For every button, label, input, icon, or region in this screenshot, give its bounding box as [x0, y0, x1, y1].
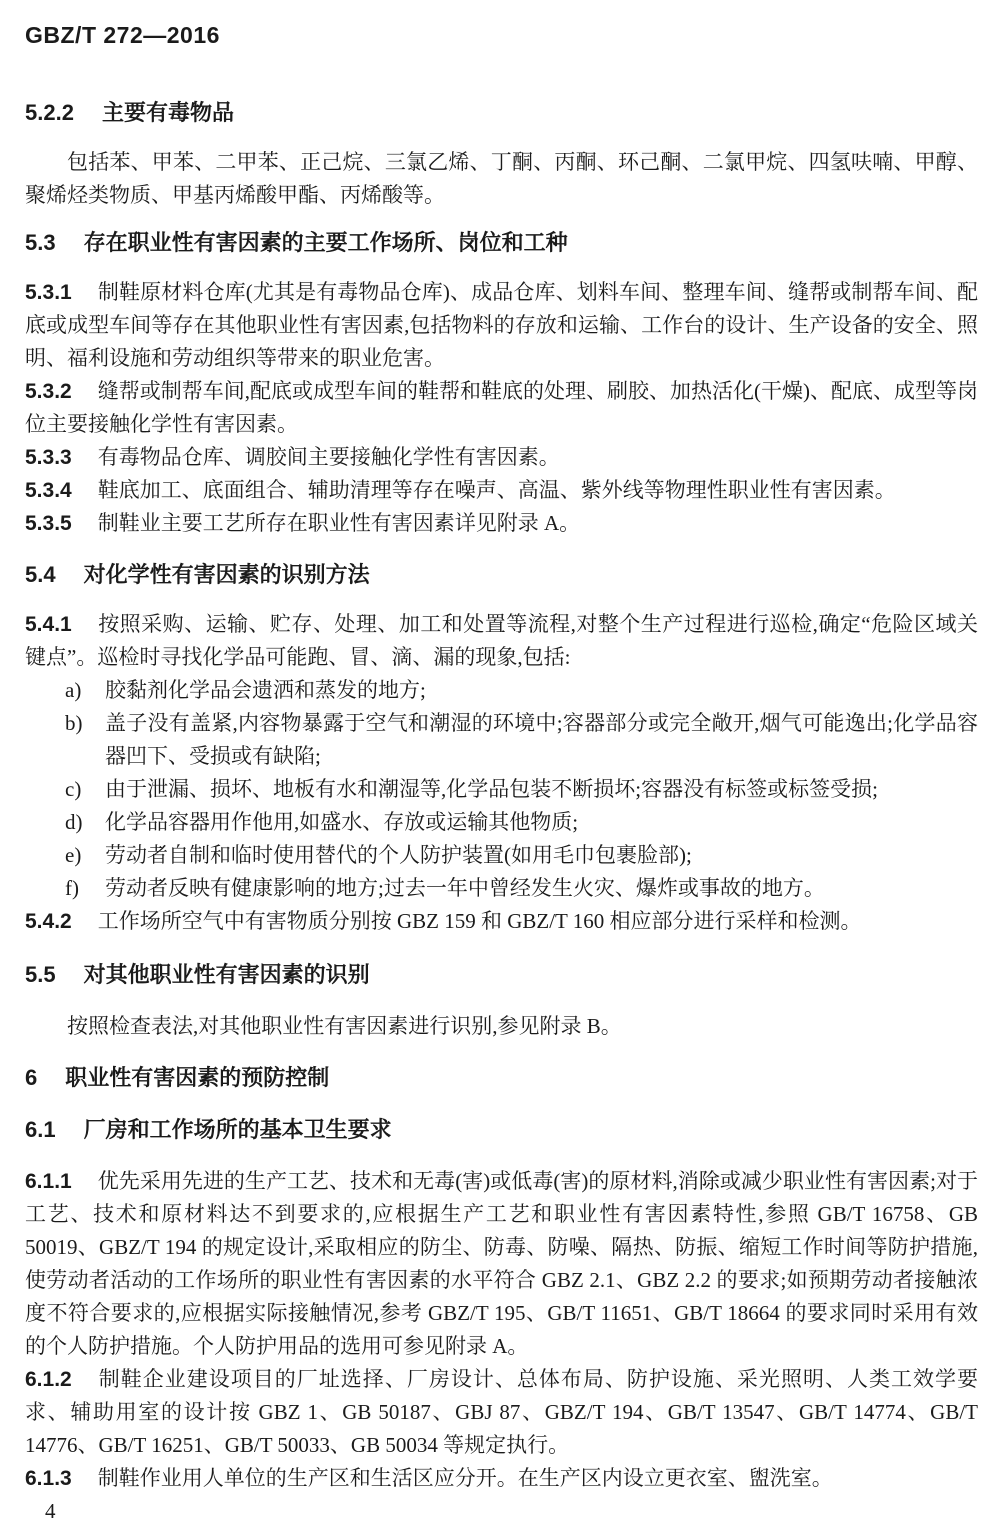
- list-item-a: [25, 674, 978, 707]
- clause-number: 6.1.2: [25, 1368, 72, 1391]
- clause-5-3-4: [25, 474, 978, 507]
- clause-number: 5.5: [25, 962, 56, 987]
- list-item-text: 胶黏剂化学品会遗洒和蒸发的地方;: [105, 678, 426, 702]
- list-item-e: [25, 839, 978, 872]
- list-item-f: [25, 872, 978, 905]
- clause-text: 制鞋企业建设项目的厂址选择、厂房设计、总体布局、防护设施、采光照明、人类工效学要求、辅助用室的设计按 GBZ 1、GB 50187、GBJ 87、GBZ/T 194、GB/T 13547、GB/T 14774、GB/T 14776、GB/T 16251、GB/T 50033、GB 50034 等规定执行。: [25, 1367, 978, 1457]
- clause-number: 5.4.2: [25, 910, 72, 933]
- clause-6-1-3: [25, 1462, 978, 1495]
- clause-text: 鞋底加工、底面组合、辅助清理等存在噪声、高温、紫外线等物理性职业性有害因素。: [97, 478, 896, 502]
- list-item-b: [25, 707, 978, 773]
- section-heading-5-2-2: [25, 98, 978, 128]
- list-marker: c): [65, 777, 82, 801]
- clause-text: 制鞋作业用人单位的生产区和生活区应分开。在生产区内设立更衣室、盥洗室。: [97, 1466, 833, 1490]
- list-marker: f): [65, 876, 79, 900]
- page-number: 4: [45, 1499, 56, 1523]
- clause-number: 6.1.1: [25, 1170, 72, 1193]
- list-marker: e): [65, 843, 82, 867]
- heading-title: 主要有毒物品: [101, 100, 234, 125]
- heading-title: 对其他职业性有害因素的识别: [83, 962, 370, 987]
- heading-title: 职业性有害因素的预防控制: [65, 1065, 330, 1090]
- clause-text: 制鞋原材料仓库(尤其是有毒物品仓库)、成品仓库、划料车间、整理车间、缝帮或制帮车间、配底或成型车间等存在其他职业性有害因素,包括物料的存放和运输、工作台的设计、生产设备的安全、照明、福利设施和劳动组织等带来的职业危害。: [25, 280, 978, 370]
- section-heading-6: [25, 1063, 978, 1093]
- list-item-text: 劳动者自制和临时使用替代的个人防护装置(如用毛巾包裹脸部);: [105, 843, 692, 867]
- clause-number: 6: [25, 1065, 38, 1090]
- heading-title: 存在职业性有害因素的主要工作场所、岗位和工种: [83, 230, 568, 255]
- clause-number: 5.3.5: [25, 512, 72, 535]
- clause-6-1-2: [25, 1363, 978, 1462]
- clause-5-3-1: [25, 276, 978, 375]
- list-item-text: 化学品容器用作他用,如盛水、存放或运输其他物质;: [105, 810, 579, 834]
- clause-text: 缝帮或制帮车间,配底或成型车间的鞋帮和鞋底的处理、刷胶、加热活化(干燥)、配底、成型等岗位主要接触化学性有害因素。: [25, 379, 978, 436]
- clause-number: 6.1: [25, 1117, 56, 1142]
- clause-number: 5.3.2: [25, 380, 72, 403]
- clause-text: 有毒物品仓库、调胶间主要接触化学性有害因素。: [97, 445, 560, 469]
- clause-number: 5.3.1: [25, 281, 72, 304]
- clause-5-4-2: [25, 905, 978, 938]
- heading-title: 厂房和工作场所的基本卫生要求: [83, 1117, 392, 1142]
- list-item-text: 由于泄漏、损坏、地板有水和潮湿等,化学品包装不断损坏;容器没有标签或标签受损;: [105, 777, 878, 801]
- clause-number: 5.3: [25, 230, 56, 255]
- clause-text: 按照采购、运输、贮存、处理、加工和处置等流程,对整个生产过程进行巡检,确定“危险区域关键点”。巡检时寻找化学品可能跑、冒、滴、漏的现象,包括:: [25, 612, 978, 669]
- list-item-d: [25, 806, 978, 839]
- clause-text: 优先采用先进的生产工艺、技术和无毒(害)或低毒(害)的原材料,消除或减少职业性有害因素;对于工艺、技术和原材料达不到要求的,应根据生产工艺和职业性有害因素特性,参照 GB/T 16758、GB 50019、GBZ/T 194 的规定设计,采取相应的防尘、防毒、防噪、隔热、防振、缩短工作时间等防护措施,使劳动者活动的工作场所的职业性有害因素的水平符合 GBZ 2.1、GBZ 2.2 的要求;如预期劳动者接触浓度不符合要求的,应根据实际接触情况,参考 GBZ/T 195、GB/T 11651、GB/T 18664 的要求同时采用有效的个人防护措施。个人防护用品的选用可参见附录 A。: [25, 1169, 978, 1358]
- list-item-text: 盖子没有盖紧,内容物暴露于空气和潮湿的环境中;容器部分或完全敞开,烟气可能逸出;化学品容器凹下、受损或有缺陷;: [105, 711, 978, 768]
- clause-5-3-3: [25, 441, 978, 474]
- clause-text: 制鞋业主要工艺所存在职业性有害因素详见附录 A。: [97, 511, 581, 535]
- list-item-text: 劳动者反映有健康影响的地方;过去一年中曾经发生火灾、爆炸或事故的地方。: [105, 876, 825, 900]
- heading-title: 对化学性有害因素的识别方法: [83, 562, 370, 587]
- section-heading-5-4: [25, 560, 978, 590]
- section-heading-6-1: [25, 1115, 978, 1145]
- list-marker: b): [65, 711, 83, 735]
- clause-number: 5.4.1: [25, 613, 72, 636]
- clause-text: 工作场所空气中有害物质分别按 GBZ 159 和 GBZ/T 160 相应部分进行采样和检测。: [97, 909, 862, 933]
- standard-code-header: GBZ/T 272—2016: [25, 22, 220, 48]
- clause-6-1-1: [25, 1165, 978, 1363]
- clause-number: 6.1.3: [25, 1467, 72, 1490]
- clause-5-4-1: [25, 608, 978, 674]
- list-item-c: [25, 773, 978, 806]
- hazard-inspection-list: [25, 674, 978, 905]
- list-marker: a): [65, 678, 82, 702]
- clause-number: 5.3.3: [25, 446, 72, 469]
- section-heading-5-3: [25, 228, 978, 258]
- clause-number: 5.2.2: [25, 100, 74, 125]
- clause-5-3-5: [25, 507, 978, 540]
- clause-number: 5.3.4: [25, 479, 72, 502]
- paragraph-toxic-substances: 包括苯、甲苯、二甲苯、正己烷、三氯乙烯、丁酮、丙酮、环己酮、二氯甲烷、四氢呋喃、甲醇、聚烯烃类物质、甲基丙烯酸甲酯、丙烯酸等。: [25, 150, 978, 207]
- section-heading-5-5: [25, 960, 978, 990]
- clause-5-3-2: [25, 375, 978, 441]
- list-marker: d): [65, 810, 83, 834]
- clause-number: 5.4: [25, 562, 56, 587]
- paragraph-other-hazards: 按照检查表法,对其他职业性有害因素进行识别,参见附录 B。: [67, 1014, 622, 1038]
